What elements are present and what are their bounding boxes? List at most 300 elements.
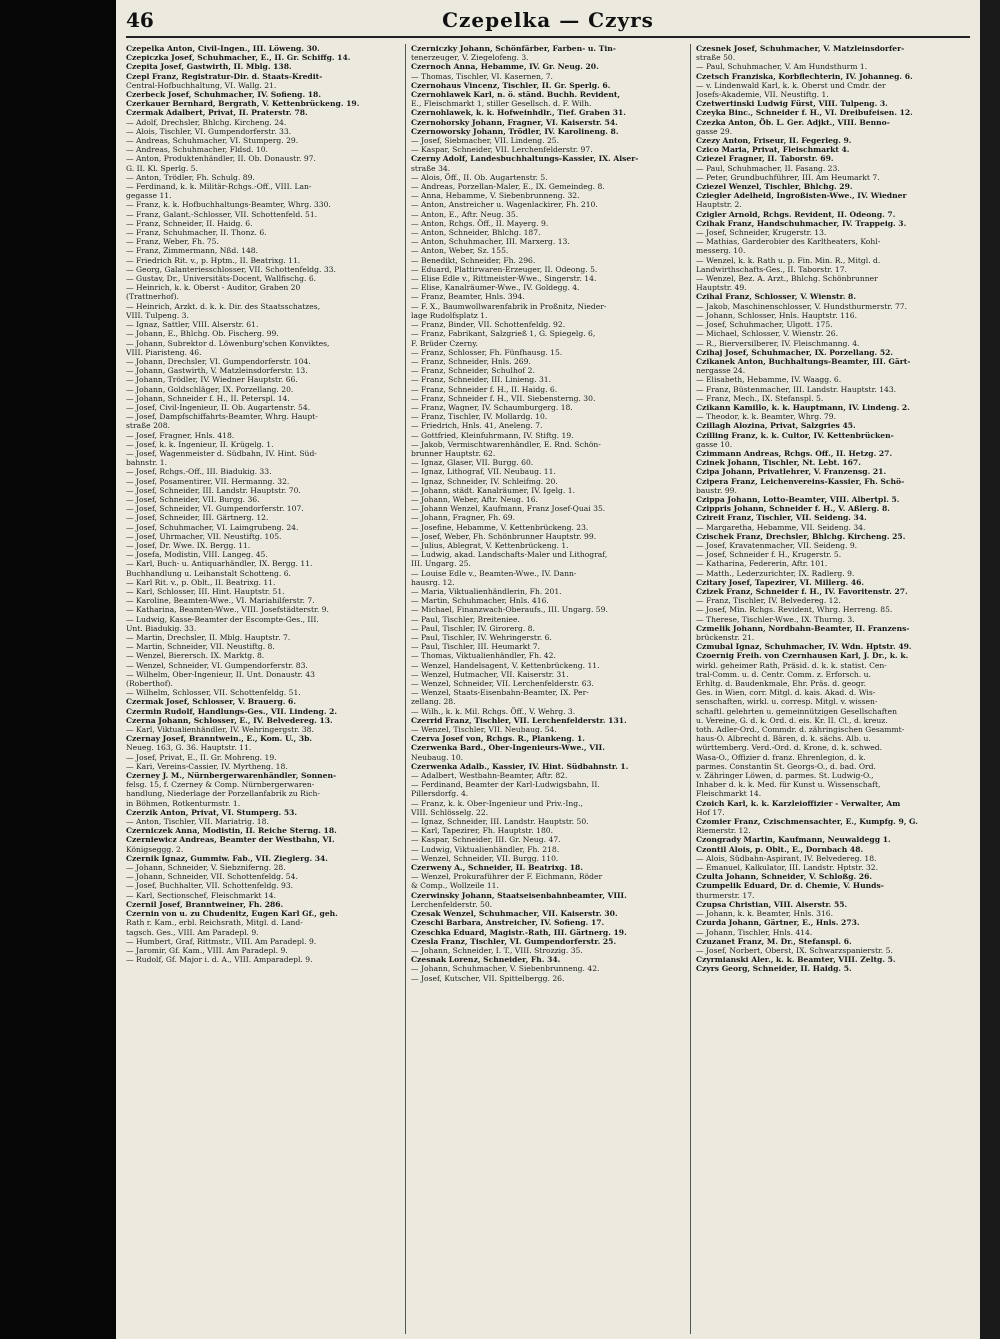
directory-entry-head: Czyrmianski Aler., k. k. Beamter, VIII. Zeltg. 5. bbox=[696, 955, 896, 965]
directory-entry-head: Czimmann Andreas, Rchgs. Off., II. Hetzg. 27. bbox=[696, 448, 893, 458]
directory-entry-line: — Jakob, Maschinenschlosser, V. Hundsthurmerstr. 77. bbox=[696, 301, 908, 311]
directory-entry-line: — Josef, Schuhmacher, Ulgott. 175. bbox=[696, 320, 833, 330]
directory-entry-head: Czeschka Eduard, Magistr.-Rath, III. Gärtnerg. 19. bbox=[411, 927, 627, 937]
directory-entry-head: Czerwenka Bard., Ober-Ingenieurs-Wwe., VII. bbox=[411, 743, 605, 753]
directory-entry-line: — Franz, Schneider f. H., II. Haidg. 6. bbox=[411, 384, 558, 394]
directory-entry-line: — Thomas, Tischler, VI. Kasernen, 7. bbox=[411, 71, 553, 81]
directory-entry-line: — Wenzel, Bez. A. Arzt., Bhlchg. Schönbrunner bbox=[696, 274, 878, 284]
directory-entry-line: — Anton, Anstreicher u. Wagenlackirer, Fh. 210. bbox=[411, 200, 598, 210]
directory-entry-line: — Franz, Schneider, II. Haidg. 6. bbox=[126, 218, 253, 228]
directory-entry-line: Lerchenfelderstr. 50. bbox=[411, 899, 493, 909]
directory-entry-head: Czizek Franz, Schneider f. H., IV. Favoritenstr. 27. bbox=[696, 586, 908, 596]
directory-entry-line: — Andreas, Schuhmacher, VI. Stumperg. 29. bbox=[126, 136, 299, 146]
directory-entry-line: Hauptstr. 49. bbox=[696, 283, 747, 293]
directory-entry-line: — Paul, Schuhmacher, II. Fasang. 23. bbox=[696, 163, 840, 173]
directory-entry-head: Czesak Wenzel, Schuhmacher, VII. Kaiserstr. 30. bbox=[411, 909, 618, 919]
directory-entry-head: Czesla Franz, Tischler, VI. Gumpendorferstr. 25. bbox=[411, 936, 617, 946]
directory-entry-line: VIII. Piaristeng. 46. bbox=[126, 347, 202, 357]
directory-entry-head: Czikanek Anton, Buchhaltungs-Beamter, III. Gärt- bbox=[696, 356, 911, 366]
directory-entry-line: — Josef, Buchhalter, VII. Schottenfeldg. 93. bbox=[126, 881, 294, 891]
page-number: 46 bbox=[126, 8, 154, 32]
directory-entry-line: — Wilh., k. k. Mil. Rchgs. Öff., V. Wehrg. 3. bbox=[411, 706, 576, 716]
directory-entry-line: schaftl. gelehrten u. gemeinnützigen Gesellschaften bbox=[696, 706, 897, 716]
directory-entry-line: — Therese, Tischler-Wwe., IX. Thurng. 3. bbox=[696, 614, 855, 624]
directory-entry-head: Czinek Johann, Tischler, Nt. Lebt. 167. bbox=[696, 458, 861, 468]
directory-entry-line: — Andreas, Schuhmacher, Fldsd. 10. bbox=[126, 145, 268, 155]
directory-entry-line: — Louise Edle v., Beamten-Wwe., IV. Dann- bbox=[411, 568, 577, 578]
directory-entry-line: — Michael, Schlosser, V. Wienstr. 26. bbox=[696, 329, 839, 339]
directory-entry-line: — Jaromir, Gf. Kam., VIII. Am Paradepl. 9. bbox=[126, 945, 288, 955]
directory-entry-line: brückenstr. 21. bbox=[696, 633, 755, 642]
directory-entry-line: gasse 10. bbox=[696, 439, 733, 449]
directory-entry-head: Czumpelik Eduard, Dr. d. Chemie, V. Hunds- bbox=[696, 881, 884, 891]
directory-entry-line: — Jakob, Vermischtwarenhändler, E. Rnd. Schön- bbox=[411, 439, 601, 449]
directory-entry-line: — Margaretha, Hebamme, VII. Seideng. 34. bbox=[696, 522, 866, 532]
directory-entry-head: Czoich Karl, k. k. Karzleioffizier - Verwalter, Am bbox=[696, 798, 901, 808]
directory-entry-line: E., Fleischmarkt 1, stiller Gesellsch. d. F. Wilh. bbox=[411, 99, 592, 109]
directory-entry-head: Cziezel Wenzel, Tischler, Bhlchg. 29. bbox=[696, 182, 853, 192]
directory-entry-line: G. II. Kl. Sperlg. 5. bbox=[126, 163, 198, 173]
directory-entry-line: — Franz, Galant.-Schlosser, VII. Schottenfeld. 51. bbox=[126, 209, 318, 219]
directory-entry-line: — Katharina, Beamten-Wwe., VIII. Josefstädterstr. 9. bbox=[126, 605, 329, 615]
directory-entry-line: — Franz, k. k. Ober-Ingenieur und Priv.-Ing., bbox=[411, 798, 583, 808]
directory-entry-head: Czontil Alois, p. Oblt., E., Dornbach 48. bbox=[696, 844, 864, 854]
directory-entry-line: — Anton, Schuhmacher, III. Marxerg. 13. bbox=[411, 237, 570, 247]
directory-entry-line: — Josef, Kravatenmacher, VII. Seideng. 9. bbox=[696, 540, 858, 550]
directory-entry-head: Czernoworsky Johann, Trödler, IV. Karolineng. 8. bbox=[411, 126, 619, 136]
directory-entry-line: — Anton, Rchgs. Öff., II. Mayerg. 9. bbox=[411, 218, 549, 228]
directory-entry-head: Czernohaus Vincenz, Tischler, II. Gr. Sperlg. 6. bbox=[411, 80, 611, 90]
directory-entry-line: — Karl, Tapezirer, Fh. Hauptstr. 180. bbox=[411, 826, 554, 836]
directory-entry-head: Czoernig Freih. von Czernhausen Karl, J. Dr., k. k. bbox=[696, 651, 909, 661]
directory-entry-line: — Franz, Zimmermann, Nßd. 148. bbox=[126, 246, 259, 256]
directory-entry-head: Czepita Josef, Gastwirth, II. Mblg. 138. bbox=[126, 62, 292, 72]
directory-entry-line: — Josef, Schneider, III. Landstr. Hauptstr. 70. bbox=[126, 485, 301, 495]
directory-entry-line: — Johann, Subrektor d. Löwenburg'schen Konviktes, bbox=[126, 338, 330, 348]
directory-entry-line: gasse 29. bbox=[696, 126, 733, 136]
directory-entry-line: — Andreas, Porzellan-Maler, E., IX. Gemeindeg. 8. bbox=[411, 182, 605, 192]
directory-entry-line: — Franz, Schneider f. H., VII. Siebensterng. 30. bbox=[411, 393, 596, 403]
directory-entry-head: Czepiczka Josef, Schuhmacher, E., II. Gr. Schiffg. 14. bbox=[126, 53, 351, 63]
directory-entry-head: Czerzik Anton, Privat, VI. Stumperg. 53. bbox=[126, 807, 298, 817]
directory-entry-line: — Franz, Mech., IX. Stefanspl. 5. bbox=[696, 393, 824, 403]
directory-entry-line: — Josef, Posamentirer, VII. Hermanng. 32. bbox=[126, 476, 290, 486]
directory-entry-line: — Wenzel, Tischler, VII. Neubaug. 54. bbox=[411, 725, 557, 735]
directory-entry-line: — Johann, Schneider, V. Siebzniferng. 28. bbox=[126, 863, 286, 873]
directory-entry-line: — Josef, Schuhmacher, VI. Laimgrubeng. 24. bbox=[126, 522, 299, 532]
directory-entry-line: Hof 17. bbox=[696, 807, 725, 817]
directory-entry-head: Czetwertinski Ludwig Fürst, VIII. Tulpeng. 3. bbox=[696, 99, 888, 109]
directory-entry-line: — Johann Wenzel, Kaufmann, Franz Josef-Quai 35. bbox=[411, 504, 606, 514]
directory-entry-line: — Adolf, Drechsler, Bhlchg. Kircheng. 24. bbox=[126, 117, 287, 127]
directory-entry-line: haus-O. Albrecht d. Bären, d. k. sächs. Alb. u. bbox=[696, 734, 871, 744]
directory-entry-head: Czuzanet Franz, M. Dr., Stefanspl. 6. bbox=[696, 936, 852, 946]
directory-entry-line: tagsch. Ges., VIII. Am Paradepl. 9. bbox=[126, 927, 259, 937]
directory-entry-line: — Rudolf, Gf. Major i. d. A., VIII. Amparadepl. 9. bbox=[126, 955, 313, 965]
directory-entry-line: — Karl, Buch- u. Antiquarhändler, IX. Bergg. 11. bbox=[126, 559, 313, 569]
directory-entry-line: (Roberthof). bbox=[126, 679, 173, 689]
directory-entry-line: — Katharina, Federerin, Aftr. 101. bbox=[696, 559, 828, 569]
directory-entry-head: Czerweny A., Schneider, II. Beatrixg. 18. bbox=[411, 863, 583, 873]
directory-entry-line: Buchhandlung u. Leihanstalt Schotteng. 6. bbox=[126, 568, 291, 578]
directory-entry-line: — R., Bierversilberer, IV. Fleischmanng. 4. bbox=[696, 338, 860, 348]
directory-entry-line: — Johann, städt. Kanalräumer, IV. Igelg. 1. bbox=[411, 485, 575, 495]
directory-entry-line: — Thomas, Viktualienhändler, Fh. 42. bbox=[411, 651, 556, 661]
directory-entry-head: Czeschi Barbara, Anstreicher, IV. Sofieng. 17. bbox=[411, 918, 605, 928]
directory-entry-head: Czetsch Franziska, Korbflechterin, IV. Johanneg. 6. bbox=[696, 71, 913, 81]
directory-entry-head: Czernik Ignaz, Gummiw. Fab., VII. Zieglerg. 34. bbox=[126, 853, 328, 863]
directory-entry-line: — Anton, Schneider, Bhlchg. 187. bbox=[411, 228, 541, 238]
scan-right-border bbox=[980, 0, 1000, 1339]
directory-entry-line: — Ludwig, Viktualienhändler, Fh. 218. bbox=[411, 844, 560, 854]
directory-entry-line: VIII. Schlösselg. 22. bbox=[411, 807, 489, 817]
directory-entry-head: Czerniewicz Andreas, Beamter der Westbahn, VI. bbox=[126, 835, 335, 845]
directory-entry-line: Josefs-Akademie, VII. Neustiftg. 1. bbox=[696, 90, 829, 100]
directory-entry-head: Czitary Josef, Tapezirer, VI. Millerg. 46. bbox=[696, 577, 865, 587]
directory-entry-line: — Johann, E., Bhlchg. Ob. Fischerg. 99. bbox=[126, 329, 279, 339]
directory-entry-line: — Julius, Ablegrat, V. Kettenbrückeng. 1. bbox=[411, 540, 569, 550]
directory-entry-head: Czerniczek Anna, Modistin, II. Reiche Sterng. 18. bbox=[126, 826, 337, 836]
directory-entry-line: — Josef, k. k. Ingenieur, II. Krügelg. 1. bbox=[126, 439, 274, 449]
scan-left-border bbox=[0, 0, 116, 1339]
directory-entry-line: — Josef, Fragner, Hnls. 418. bbox=[126, 430, 235, 440]
directory-entry-line: Inhaber d. k. k. Med. für Kunst u. Wissenschaft, bbox=[696, 780, 881, 790]
directory-entry-line: — Wenzel, k. k. Rath u. p. Fin. Min. R., Mitgl. d. bbox=[696, 255, 881, 265]
directory-entry-head: Czerna Johann, Schlosser, E., IV. Belvedereg. 13. bbox=[126, 715, 333, 725]
directory-entry-line: — Ludwig, akad. Landschafts-Maler und Lithograf, bbox=[411, 550, 608, 560]
directory-entry-line: Wasa-O., Offizier d. franz. Ehrenlegion, d. k. bbox=[696, 752, 866, 762]
directory-entry-line: — Ignaz, Schneider, III. Landstr. Hauptstr. 50. bbox=[411, 817, 589, 827]
directory-entry-line: — Josef, Wagenmeister d. Südbahn, IV. Hint. Süd- bbox=[126, 448, 317, 458]
directory-entry-line: — Wenzel, Handelsagent, V. Kettenbrückeng. 11. bbox=[411, 660, 600, 670]
directory-entry-line: Unt. Biadukig. 33. bbox=[126, 623, 197, 633]
directory-entry-line: — Franz, Tischler, IV. Belvedereg. 12. bbox=[696, 596, 841, 606]
directory-entry-line: tenerzeuger, V. Ziegelofeng. 3. bbox=[411, 53, 529, 63]
directory-entry-line: hausrg. 12. bbox=[411, 577, 455, 587]
header-rule bbox=[126, 36, 970, 38]
directory-entry-line: — Friedrich Rit. v., p. Hptm., II. Beatrixg. 11. bbox=[126, 255, 301, 265]
directory-entry-line: — Heinrich, k. k. Oberst - Auditor, Graben 20 bbox=[126, 283, 301, 293]
directory-entry-line: — Franz, Beamter, Hnls. 394. bbox=[411, 292, 525, 302]
directory-entry-line: — Peter, Grundbuchführer, III. Am Heumarkt 7. bbox=[696, 172, 880, 182]
directory-entry-line: u. Vereine, G. d. k. Ord. d. eis. Kr. II. Cl., d. kreuz. bbox=[696, 715, 888, 725]
directory-page bbox=[116, 0, 980, 1339]
directory-entry-line: — Eduard, Plattirwaren-Erzeuger, II. Odeong. 5. bbox=[411, 264, 598, 274]
directory-entry-line: — Josef, Dampfschiffahrts-Beamter, Whrg. Haupt- bbox=[126, 412, 318, 422]
directory-entry-line: v. Zähringer Löwen, d. parmes. St. Ludwig-O., bbox=[696, 771, 874, 781]
directory-entry-head: Czikann Kamillo, k. k. Hauptmann, IV. Lindeng. 2. bbox=[696, 402, 910, 412]
directory-entry-line: III. Ungarg. 25. bbox=[411, 559, 471, 569]
directory-entry-line: senschaften, wirkl. u. corresp. Mitgl. v. wissen- bbox=[696, 697, 878, 707]
directory-entry-line: — Paul, Tischler, IV. Wehringerstr. 6. bbox=[411, 633, 552, 642]
directory-entry-line: Rath r. Kam., erbl. Reichsrath, Mitgl. d. Land- bbox=[126, 918, 303, 928]
directory-entry-line: — Josef, Schneider, VI. Gumpendorferstr. 107. bbox=[126, 504, 304, 514]
directory-entry-line: — Franz, Schuhmacher, II. Thonz. 6. bbox=[126, 228, 267, 238]
directory-entry-line: — Johann, Weber, Aftr. Neug. 16. bbox=[411, 494, 538, 504]
directory-entry-head: Czernoch Anna, Hebamme, IV. Gr. Neug. 20. bbox=[411, 62, 599, 72]
directory-entry-line: straße 34. bbox=[411, 163, 451, 173]
directory-entry-line: — Josef, Norbert, Oberst, IX. Schwarzspanierstr. 5. bbox=[696, 945, 893, 955]
directory-entry-line: — Ludwig, Kasse-Beamter der Escompte-Ges., III. bbox=[126, 614, 319, 624]
directory-entry-line: — Josef, Civil-Ingenieur, II. Ob. Augartenstr. 54. bbox=[126, 402, 311, 412]
directory-entry-line: — Adalbert, Westbahn-Beamter, Aftr. 82. bbox=[411, 771, 568, 781]
directory-entry-line: — Johann, Gastwirth, V. Matzleinsdorferstr. 13. bbox=[126, 366, 308, 376]
directory-entry-line: — Matth., Lederzurichter, IX. Radlerg. 9. bbox=[696, 568, 855, 578]
directory-entry-line: — Martin, Schuhmacher, Hnls. 416. bbox=[411, 596, 549, 606]
directory-entry-line: Central-Hofbuchhaltung, VI. Wallg. 21. bbox=[126, 80, 277, 90]
directory-entry-line: VIII. Tulpeng. 3. bbox=[126, 310, 189, 320]
directory-entry-line: — Wenzel, Schneider, VI. Gumpendorferstr. 83. bbox=[126, 660, 308, 670]
directory-entry-line: — Josef, Min. Rchgs. Revident, Whrg. Herreng. 85. bbox=[696, 605, 893, 615]
directory-entry-head: Czezy Anton, Friseur, II. Fegerleg. 9. bbox=[696, 136, 852, 146]
directory-entry-line: parmes. Constantin St. Georgs-O., d. bad. Ord. bbox=[696, 761, 876, 771]
directory-entry-line: — Martin, Drechsler, II. Mblg. Hauptstr. 7. bbox=[126, 633, 291, 642]
directory-entry-line: — Karl Rit. v., p. Oblt., II. Beatrixg. 11. bbox=[126, 577, 276, 587]
directory-entry-head: Czerniczky Johann, Schönfärber, Farben- u. Tin- bbox=[411, 44, 616, 53]
directory-entry-line: — F. X., Baumwollwarenfabrik in Proßnitz, Nieder- bbox=[411, 301, 607, 311]
directory-entry-head: Czesnek Josef, Schuhmacher, V. Matzleinsdorfer- bbox=[696, 44, 905, 53]
directory-entry-line: nergasse 24. bbox=[696, 366, 746, 376]
directory-entry-line: — Elise Edle v., Rittmeister-Wwe., Singerstr. 14. bbox=[411, 274, 597, 284]
directory-entry-line: — Elisabeth, Hebamme, IV. Waagg. 6. bbox=[696, 375, 842, 385]
directory-entry-line: — Mathias, Garderobier des Karltheaters, Kohl- bbox=[696, 237, 881, 247]
directory-entry-line: — Georg, Galanteriesschlosser, VII. Schottenfeldg. 33. bbox=[126, 264, 336, 274]
directory-columns bbox=[126, 44, 970, 1334]
directory-entry-line: — Josef, Schneider, III. Gärtnerg. 12. bbox=[126, 513, 269, 523]
directory-entry-head: Czupsa Christian, VIII. Alserstr. 55. bbox=[696, 899, 848, 909]
directory-entry-line: — Karl, Schlosser, III. Hint. Hauptstr. 51. bbox=[126, 586, 285, 596]
directory-entry-line: — Paul, Tischler, III. Heumarkt 7. bbox=[411, 642, 541, 652]
directory-entry-line: — Franz, Binder, VII. Schottenfeldg. 92. bbox=[411, 320, 566, 330]
directory-entry-line: — Wilhelm, Schlosser, VII. Schottenfeldg. 51. bbox=[126, 688, 301, 698]
directory-entry-line: — Gottfried, Kleinfuhrmann, IV. Stiftg. 19. bbox=[411, 430, 574, 440]
directory-entry-line: — Benedikt, Schneider, Fh. 296. bbox=[411, 255, 536, 265]
directory-entry-line: — Karl, Sectionschef, Fleischmarkt 14. bbox=[126, 890, 277, 900]
directory-entry-line: — Johann, Goldschläger, IX. Porzellang. 20. bbox=[126, 384, 294, 394]
directory-entry-line: — Kari, Vereins-Cassier, IV. Myrtheng. 18. bbox=[126, 761, 288, 771]
column-2 bbox=[411, 44, 685, 1334]
directory-entry-line: — Josef, Schneider, VII. Burgg. 36. bbox=[126, 494, 260, 504]
directory-entry-line: — Friedrich, Hnls. 41, Aneleng. 7. bbox=[411, 421, 543, 431]
directory-entry-line: — Josef, Privat, E., II. Gr. Mohreng. 19. bbox=[126, 752, 277, 762]
directory-entry-head: Czermin Rudolf, Handlungs-Ges., VII. Lindeng. 2. bbox=[126, 706, 338, 716]
directory-entry-head: Czermak Josef, Schlosser, V. Brauerg. 6. bbox=[126, 697, 296, 707]
running-head: Czepelka — Czyrs bbox=[442, 8, 654, 32]
directory-entry-line: Königseggg. 2. bbox=[126, 844, 184, 854]
directory-entry-line: — Ferdinand, Beamter der Karl-Ludwigsbahn, II. bbox=[411, 780, 600, 790]
directory-entry-head: Czihal Franz, Schlosser, V. Wienstr. 8. bbox=[696, 292, 856, 302]
directory-entry-line: thurmerstr. 17. bbox=[696, 890, 755, 900]
directory-entry-head: Czerva Josef von, Rchgs. R., Plankeng. 1. bbox=[411, 734, 585, 744]
directory-entry-line: — Anton, Trödler, Fh. Schulg. 89. bbox=[126, 172, 255, 182]
directory-entry-line: Pillersdorfg. 4. bbox=[411, 789, 469, 799]
directory-entry-line: — Josef, Siebmacher, VII. Lindeng. 25. bbox=[411, 136, 560, 146]
directory-entry-head: Czilling Franz, k. k. Cultor, IV. Kettenbrücken- bbox=[696, 430, 894, 440]
directory-entry-line: handlung, Niederlage der Porzellanfabrik zu Rich- bbox=[126, 789, 320, 799]
directory-entry-line: — Elise, Kanalräumer-Wwe., IV. Goldegg. 4. bbox=[411, 283, 580, 293]
directory-entry-line: — Karoline, Beamten-Wwe., VI. Mariahilferstr. 7. bbox=[126, 596, 315, 606]
directory-entry-line: — Ignaz, Glaser, VII. Burgg. 60. bbox=[411, 458, 534, 468]
directory-entry-line: — Kaspar, Schneider, III. Gr. Neug. 47. bbox=[411, 835, 561, 845]
directory-entry-line: — Alois, Tischler, VI. Gumpendorferstr. 33. bbox=[126, 126, 292, 136]
directory-entry-line: — Anna, Hebamme, V. Siebenbrunneng. 32. bbox=[411, 191, 580, 201]
directory-entry-line: — v. Lindenwald Karl, k. k. Oberst und Cmdr. der bbox=[696, 80, 886, 90]
directory-entry-line: — Franz, Schneider, Hnls. 269. bbox=[411, 356, 531, 366]
directory-entry-line: — Karl, Viktualienhändler, IV. Wehringergstr. 38. bbox=[126, 725, 314, 735]
directory-entry-line: (Trattnerhof). bbox=[126, 292, 179, 302]
directory-entry-line: — Kaspar, Schneider, VII. Lerchenfelderstr. 97. bbox=[411, 145, 593, 155]
directory-entry-head: Czerney J. M., Nürnbergerwarenhändler, Sonnen- bbox=[126, 771, 337, 781]
directory-entry-head: Czerwenka Adalb., Kassier, IV. Hint. Südbahnstr. 1. bbox=[411, 761, 629, 771]
directory-entry-line: Fleischmarkt 14. bbox=[696, 789, 762, 799]
directory-entry-line: Hauptstr. 2. bbox=[696, 200, 742, 210]
directory-entry-line: — Anton, Produktenhändler, II. Ob. Donaustr. 97. bbox=[126, 154, 316, 164]
directory-entry-head: Czernay Josef, Branntwein., E., Kom. U., 3b. bbox=[126, 734, 313, 744]
directory-entry-line: — Franz, Büstenmacher, III. Landstr. Hauptstr. 143. bbox=[696, 384, 897, 394]
directory-entry-line: Erhltg. d. Baudenkmale, Ehr. Präs. d. geogr. bbox=[696, 679, 866, 689]
directory-entry-head: Czerwinsky Johann, Staatseisenbahnbeamter, VIII. bbox=[411, 890, 627, 900]
directory-entry-line: & Comp., Wollzeile 11. bbox=[411, 881, 499, 891]
directory-entry-head: Czihak Franz, Handschuhmacher, IV. Trappeig. 3. bbox=[696, 218, 907, 228]
directory-entry-line: Riemerstr. 12. bbox=[696, 826, 751, 836]
directory-entry-head: Czmubal Ignaz, Schuhmacher, IV. Wdn. Hptstr. 49. bbox=[696, 642, 912, 652]
directory-entry-line: — Ignaz, Lithograf, VII. Neubaug. 11. bbox=[411, 467, 556, 477]
directory-entry-line: — Martin, Schneider, VII. Neustiftg. 8. bbox=[126, 642, 275, 652]
directory-entry-line: wirkl. geheimer Rath, Präsid. d. k. k. statist. Cen- bbox=[696, 660, 887, 670]
directory-entry-head: Czulta Johann, Schneider, V. Schloßg. 26. bbox=[696, 872, 873, 882]
directory-entry-line: lage Rudolfsplatz 1. bbox=[411, 310, 488, 320]
directory-entry-line: — Alois, Öff., II. Ob. Augartenstr. 5. bbox=[411, 172, 548, 182]
directory-entry-line: — Franz, Weber, Fh. 75. bbox=[126, 237, 219, 247]
directory-entry-head: Czezka Anton, Öb. L. Ger. Adjkt., VIII. Benno- bbox=[696, 117, 890, 127]
directory-entry-head: Czernil Josef, Branntweiner, Fh. 286. bbox=[126, 899, 284, 909]
directory-entry-line: — Josef, Dr. Wwe. IX. Bergg. 11. bbox=[126, 540, 251, 550]
directory-entry-head: Czippris Johann, Schneider f. H., V. Aßlerg. 8. bbox=[696, 504, 890, 514]
directory-entry-line: — Franz, Tischler, IV. Mollardg. 10. bbox=[411, 412, 548, 422]
directory-entry-line: — Wenzel, Bierersch. IX. Marktg. 8. bbox=[126, 651, 265, 661]
directory-entry-line: Neueg. 163, G. 36. Hauptstr. 11. bbox=[126, 743, 252, 753]
directory-entry-head: Czernin von u. zu Chudenitz, Eugen Karl Gf., geh. bbox=[126, 909, 338, 919]
directory-entry-head: Czernohorsky Johann, Fragner, VI. Kaiserstr. 54. bbox=[411, 117, 618, 127]
directory-entry-line: brunner Hauptstr. 62. bbox=[411, 448, 496, 458]
directory-entry-line: — Ignaz, Schneider, IV. Schleifmg. 20. bbox=[411, 476, 558, 486]
directory-entry-line: — Josef, Schneider f. H., Krugerstr. 5. bbox=[696, 550, 842, 560]
directory-entry-line: — Paul, Tischler, Breiteniee. bbox=[411, 614, 520, 624]
directory-entry-line: — Anton, E., Aftr. Neug. 35. bbox=[411, 209, 519, 219]
directory-entry-head: Czireit Franz, Tischler, VII. Seideng. 34. bbox=[696, 513, 867, 523]
directory-entry-line: — Johann, k. k. Beamter, Hnls. 316. bbox=[696, 909, 834, 919]
directory-entry-head: Czyrs Georg, Schneider, II. Haidg. 5. bbox=[696, 964, 852, 974]
directory-entry-line: — Wenzel, Prokuraführer der F. Eichmann, Röder bbox=[411, 872, 603, 882]
directory-entry-line: — Alois, Südbahn-Aspirant, IV. Belvedereg. 18. bbox=[696, 853, 877, 863]
directory-entry-line: Landwirthschafts-Ges., II. Taborstr. 17. bbox=[696, 264, 847, 274]
directory-entry-line: — Paul, Schuhmacher, V. Am Hundsthurm 1. bbox=[696, 62, 868, 72]
directory-entry-line: — Johann, Schuhmacher, V. Siebenbrunneng. 42. bbox=[411, 964, 600, 974]
directory-entry-line: — Paul, Tischler, IV. Girorerg. 8. bbox=[411, 623, 535, 633]
directory-entry-line: — Josef, Schneider, Krugerstr. 13. bbox=[696, 228, 827, 238]
directory-entry-line: — Anton, Weber, Sz. 155. bbox=[411, 246, 509, 256]
column-1 bbox=[126, 44, 400, 1334]
directory-entry-line: — Wenzel, Staats-Eisenbahn-Beamter, IX. Per- bbox=[411, 688, 589, 698]
directory-entry-line: zellang. 28. bbox=[411, 697, 456, 707]
directory-entry-line: — Johann, Schneider, VII. Schottenfeldg. 54. bbox=[126, 872, 298, 882]
directory-entry-line: in Böhmen, Rotkenturmstr. 1. bbox=[126, 798, 241, 808]
directory-entry-line: — Johann, Fragner, Fh. 69. bbox=[411, 513, 516, 523]
directory-entry-head: Cziezel Fragner, II. Taborstr. 69. bbox=[696, 154, 834, 164]
directory-entry-line: straße 208. bbox=[126, 421, 170, 431]
directory-entry-line: gegasse 11. bbox=[126, 191, 172, 201]
directory-entry-line: — Wenzel, Schneider, VII. Burgg. 110. bbox=[411, 853, 559, 863]
directory-entry-head: Czillagh Alozina, Privat, Salzgries 45. bbox=[696, 421, 856, 431]
directory-entry-head: Czomier Franz, Czischmensachter, E., Kumpfg. 9, G. bbox=[696, 817, 918, 827]
directory-entry-line: straße 50. bbox=[696, 53, 736, 63]
directory-entry-line: — Wenzel, Schneider, VII. Lerchenfelderstr. 63. bbox=[411, 679, 594, 689]
directory-entry-head: Czmelik Johann, Nordbahn-Beamter, II. Franzens- bbox=[696, 623, 910, 633]
directory-entry-line: — Wenzel, Hutmacher, VII. Kaiserstr. 31. bbox=[411, 669, 569, 679]
directory-entry-head: Czesnak Lorenz, Schneider, Fh. 34. bbox=[411, 955, 561, 965]
directory-entry-line: toth. Adler-Ord., Commdr. d. zähringischen Gesammt- bbox=[696, 725, 905, 735]
directory-entry-line: — Josef, Uhrmacher, VII. Neustiftg. 105. bbox=[126, 531, 282, 541]
directory-entry-line: — Maria, Viktualienhändlerin, Fh. 201. bbox=[411, 586, 562, 596]
directory-entry-head: Czurda Johann, Gärtner, E., Hnls. 273. bbox=[696, 918, 860, 928]
directory-entry-line: — Johann, Tischler, Hnls. 414. bbox=[696, 927, 813, 937]
directory-entry-line: — Emanuel, Kalkulator, III. Landstr. Hptstr. 32. bbox=[696, 863, 879, 873]
directory-entry-line: baustr. 99. bbox=[696, 485, 737, 495]
directory-entry-head: Czerny Adolf, Landesbuchhaltungs-Kassier, IX. Alser- bbox=[411, 154, 639, 164]
directory-entry-head: Czernohlawek, k. k. Hofweinhdlr., Tief. Graben 31. bbox=[411, 108, 626, 118]
directory-entry-head: Czepelka Anton, Civil-Ingen., III. Löweng. 30. bbox=[126, 44, 320, 53]
directory-entry-line: — Franz, Schneider, III. Linieng. 31. bbox=[411, 375, 552, 385]
column-divider bbox=[690, 44, 691, 1334]
directory-entry-head: Czischek Franz, Drechsler, Bhlchg. Kircheng. 25. bbox=[696, 531, 906, 541]
directory-entry-line: messerg. 10. bbox=[696, 246, 746, 256]
directory-entry-line: württemberg. Verd.-Ord. d. Krone, d. k. schwed. bbox=[696, 743, 882, 753]
directory-entry-line: — Johann, Schneider, I. T., VIII. Strozzig. 35. bbox=[411, 945, 583, 955]
directory-entry-line: felsg. 15, f. Czerney & Comp. Nürnbergerwaren- bbox=[126, 780, 315, 790]
directory-entry-line: Ges. in Wien, corr. Mitgl. d. kais. Akad. d. Wis- bbox=[696, 688, 876, 698]
directory-entry-line: — Wilhelm, Ober-Ingenieur, II. Unt. Donaustr. 43 bbox=[126, 669, 315, 679]
directory-entry-line: — Franz, Schneider, Schulhof 2. bbox=[411, 366, 535, 376]
directory-entry-head: Czerrid Franz, Tischler, VII. Lerchenfelderstr. 131. bbox=[411, 715, 627, 725]
directory-entry-head: Czerbeck Josef, Schuhmacher, IV. Sofieng. 18. bbox=[126, 90, 321, 100]
directory-entry-head: Czermak Adalbert, Privat, II. Praterstr. 78. bbox=[126, 108, 308, 118]
directory-entry-line: — Michael, Finanzwach-Oberaufs., III. Ungarg. 59. bbox=[411, 605, 608, 615]
directory-entry-head: Czipa Johann, Privatlehrer, V. Franzensg. 21. bbox=[696, 467, 887, 477]
directory-entry-line: — Heinrich, Arzkt. d. k. k. Dir. des Staatsschatzes, bbox=[126, 301, 321, 311]
directory-entry-line: — Ignaz, Sattler, VIII. Alserstr. 61. bbox=[126, 320, 259, 330]
directory-entry-head: Czigler Arnold, Rchgs. Revident, II. Odeong. 7. bbox=[696, 209, 896, 219]
directory-entry-line: F. Brüder Czerny. bbox=[411, 338, 478, 348]
directory-entry-head: Czepl Franz, Registratur-Dir. d. Staats-Kredit- bbox=[126, 71, 323, 81]
directory-entry-line: — Humbert, Graf, Rittmstr., VIII. Am Paradepl. 9. bbox=[126, 936, 317, 946]
directory-entry-line: — Franz, Fabrikant, Salzgrieß 1, G. Spiegelg. 6, bbox=[411, 329, 596, 339]
directory-entry-line: — Josefine, Hebamme, V. Kettenbrückeng. 23. bbox=[411, 522, 589, 532]
directory-entry-line: tral-Comm. u. d. Centr. Comm. z. Erforsch. u. bbox=[696, 669, 871, 679]
directory-entry-line: — Gustav, Dr., Universitäts-Docent, Wallfischg. 6. bbox=[126, 274, 317, 284]
directory-entry-line: — Josef, Kutscher, VII. Spittelbergg. 26. bbox=[411, 973, 565, 983]
column-3 bbox=[696, 44, 970, 1334]
directory-entry-line: — Anton, Tischler, VII. Mariatrig. 18. bbox=[126, 817, 269, 827]
directory-entry-head: Cziegler Adelheid, Ingroßisten-Wwe., IV. Wiedner bbox=[696, 191, 907, 201]
directory-entry-line: — Johann, Schlosser, Hnls. Hauptstr. 116. bbox=[696, 310, 858, 320]
directory-entry-line: bahnstr. 1. bbox=[126, 458, 167, 468]
directory-entry-line: — Johann, Drechsler, VI. Gumpendorferstr. 104. bbox=[126, 356, 311, 366]
directory-entry-line: — Josef, Weber, Fh. Schönbrunner Hauptstr. 99. bbox=[411, 531, 597, 541]
directory-entry-head: Czerkauer Bernhard, Bergrath, V. Kettenbrückeng. 19. bbox=[126, 99, 360, 109]
directory-entry-line: — Johann, Trödler, IV. Wiedner Hauptstr. 66. bbox=[126, 375, 298, 385]
directory-entry-head: Czippa Johann, Lotto-Beamter, VIII. Albertpl. 5. bbox=[696, 494, 900, 504]
directory-entry-head: Czernohlawek Karl, n. ö. ständ. Buchh. Revident, bbox=[411, 90, 621, 100]
